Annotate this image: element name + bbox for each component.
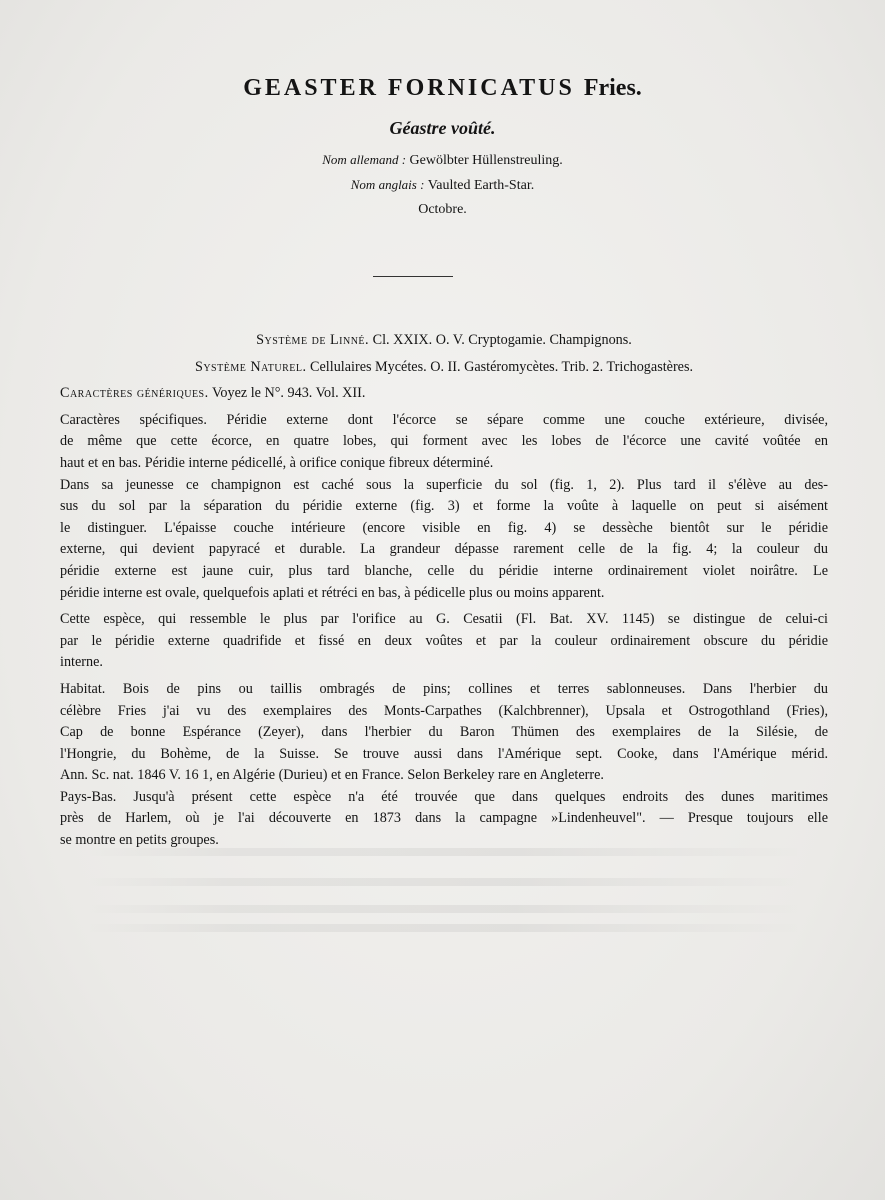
- linne-line: [60, 330, 828, 352]
- show-through-text: [85, 848, 805, 856]
- divider: [373, 276, 453, 277]
- text-line: haut et en bas. Péridie interne pédicellé, à orifice conique fibreux déterminé.: [60, 454, 494, 471]
- text-line: Habitat. Bois de pins ou taillis ombragés de pins; collines et terres sablonneuses. Dans l'herbier du: [60, 680, 828, 697]
- author-name: Fries.: [583, 75, 642, 101]
- month: Octobre.: [418, 202, 467, 217]
- text-line: se montre en petits groupes.: [60, 832, 219, 849]
- naturel-line: [60, 357, 828, 379]
- show-through-text: [85, 878, 805, 886]
- english-name: Vaulted Earth-Star.: [427, 178, 535, 193]
- german-name-label: Nom allemand :: [322, 152, 407, 167]
- naturel-label: Système Naturel.: [194, 358, 307, 375]
- header: [0, 72, 885, 222]
- text-line: externe, qui devient papyracé et durable. La grandeur dépasse rarement celle de la fig. 4; la couleur du: [60, 541, 828, 558]
- show-through-text: [85, 924, 805, 932]
- linne-text: Cl. XXIX. O. V. Cryptogamie. Champignons.: [372, 332, 632, 348]
- habitat-paragraph: [60, 679, 828, 787]
- naturel-text: Cellulaires Mycétes. O. II. Gastéromycètes. Trib. 2. Trichogastères.: [310, 358, 694, 375]
- text-line: Dans sa jeunesse ce champignon est caché sous la superficie du sol (fig. 1, 2). Plus tard il s'élève au des-: [60, 476, 828, 493]
- text-line: l'Hongrie, du Bohème, de la Suisse. Se trouve aussi dans l'Amérique sept. Cooke, dans l'Amérique mérid.: [60, 745, 828, 762]
- text-line: le distinguer. L'épaisse couche intérieure (encore visible en fig. 4) se dessèche bientôt sur le péridie: [60, 519, 828, 536]
- english-name-label: Nom anglais :: [350, 177, 425, 192]
- text-line: Ann. Sc. nat. 1846 V. 16 1, en Algérie (Durieu) et en France. Selon Berkeley rare en Angleterre.: [60, 767, 604, 784]
- text-line: Caractères spécifiques. Péridie externe dont l'écorce se sépare comme une couche extérieure, divisée,: [60, 411, 828, 428]
- text-line: sus du sol par la séparation du péridie externe (fig. 3) et forme la voûte à laquelle on peut si aisément: [60, 498, 828, 515]
- paysbas-paragraph: [60, 787, 828, 852]
- text-line: Cette espèce, qui ressemble le plus par l'orifice au G. Cesatii (Fl. Bat. XV. 1145) se distingue de celui-ci: [60, 611, 828, 628]
- generiques-label: Caractères génériques.: [60, 385, 209, 402]
- species-name: GEASTER FORNICATUS: [243, 75, 575, 101]
- text-line: Pays-Bas. Jusqu'à présent cette espèce n'a été trouvée que dans quelques endroits des dunes maritimes: [60, 788, 828, 805]
- text-line: péridie externe est jaune cuir, plus tard blanche, celle du péridie interne ordinairement violet noirâtre. Le: [60, 562, 828, 579]
- german-name-line: [0, 148, 885, 173]
- text-line: Cap de bonne Espérance (Zeyer), dans l'herbier du Baron Thümen des exemplaires de la Silésie, de: [60, 724, 828, 741]
- body-text: [60, 330, 828, 852]
- text-line: célèbre Fries j'ai vu des exemplaires des Monts-Carpathes (Kalchbrenner), Upsala et Ostrogothland (Fries),: [60, 702, 828, 719]
- espece-paragraph: [60, 609, 828, 674]
- text-line: de même que cette écorce, en quatre lobes, qui forment avec les lobes de l'écorce une cavité voûtée en: [60, 433, 828, 450]
- specifiques-paragraph: [60, 410, 828, 475]
- text-line: près de Harlem, où je l'ai découverte en 1873 dans la campagne »Lindenheuvel". — Presque toujours elle: [60, 810, 828, 827]
- text-line: par le péridie externe quadrifide et fissé en deux voûtes et par la couleur ordinairement obscure du péridie: [60, 632, 828, 649]
- english-name-line: [0, 173, 885, 198]
- page-title: [0, 72, 885, 104]
- show-through-text: [85, 905, 805, 913]
- jeunesse-paragraph: [60, 475, 828, 605]
- generiques-text: Voyez le N°. 943. Vol. XII.: [211, 385, 366, 402]
- german-name: Gewölbter Hüllenstreuling.: [409, 153, 563, 168]
- common-names: [0, 148, 885, 222]
- french-name: Géastre voûté.: [389, 118, 496, 138]
- linne-label: Système de Linné.: [256, 332, 370, 348]
- text-line: péridie interne est ovale, quelquefois aplati et rétréci en bas, à pédicelle plus ou moins apparent.: [60, 584, 605, 601]
- text-line: interne.: [60, 654, 103, 671]
- generiques-line: [60, 383, 828, 405]
